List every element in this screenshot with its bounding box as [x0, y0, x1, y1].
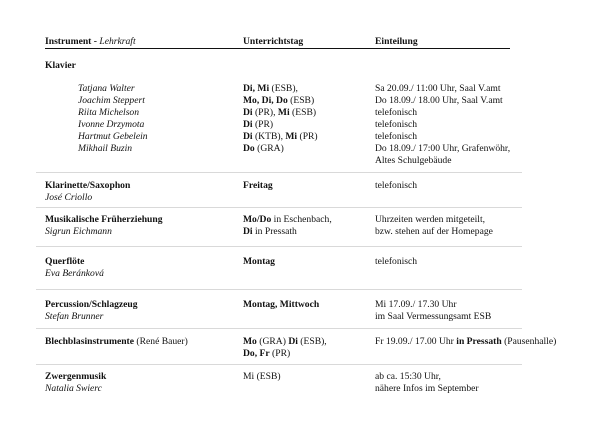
header-unterrichtstag: Unterrichtstag — [243, 36, 304, 47]
teacher-plan: telefonisch — [375, 119, 418, 130]
section-divider — [36, 207, 522, 208]
teacher-plan: Uhrzeiten werden mitgeteilt, — [375, 214, 486, 225]
teacher-plan: Do 18.09./ 18.00 Uhr, Saal V.amt — [375, 95, 503, 106]
section-title-klavier: Klavier — [45, 60, 76, 71]
teacher-plan-continued: bzw. stehen auf der Homepage — [375, 226, 493, 237]
header-instrument: Instrument - Lehrkraft — [45, 36, 136, 47]
teacher-days: Mo (GRA) Di (ESB), — [243, 336, 327, 347]
teacher-name: Tatjana Walter — [78, 83, 135, 94]
section-title-percussion: Percussion/Schlagzeug — [45, 299, 138, 310]
teacher-days: Di (KTB), Mi (PR) — [243, 131, 318, 142]
teacher-plan: ab ca. 15:30 Uhr, — [375, 371, 441, 382]
teacher-name: Stefan Brunner — [45, 311, 104, 322]
teacher-days: Di (PR) — [243, 119, 274, 130]
teacher-name: Mikhail Buzin — [78, 143, 133, 154]
section-title-klarinette: Klarinette/Saxophon — [45, 180, 131, 191]
teacher-days: Di, Mi (ESB), — [243, 83, 298, 94]
section-title-querfloete: Querflöte — [45, 256, 85, 267]
header-underline — [45, 48, 510, 49]
section-title-frueherziehung: Musikalische Früherziehung — [45, 214, 163, 225]
teacher-plan: Mi 17.09./ 17.30 Uhr — [375, 299, 457, 310]
teacher-days: Mo, Di, Do (ESB) — [243, 95, 315, 106]
teacher-plan: Fr 19.09./ 17.00 Uhr in Pressath (Pausenhalle) — [375, 336, 557, 347]
section-title-blechblas: Blechblasinstrumente (René Bauer) — [45, 336, 188, 347]
section-divider — [36, 364, 522, 365]
section-divider — [36, 172, 522, 173]
section-divider — [36, 246, 522, 247]
header-einteilung: Einteilung — [375, 36, 418, 47]
teacher-days: Mo/Do in Eschenbach, — [243, 214, 332, 225]
teacher-days: Do, Fr (PR) — [243, 348, 291, 359]
teacher-days: Freitag — [243, 180, 273, 191]
teacher-name: Hartmut Gebelein — [78, 131, 148, 142]
teacher-name: Eva Beránková — [45, 268, 104, 279]
teacher-name: Sigrun Eichmann — [45, 226, 112, 237]
teacher-plan: Sa 20.09./ 11:00 Uhr, Saal V.amt — [375, 83, 501, 94]
teacher-plan-continued: im Saal Vermessungsamt ESB — [375, 311, 492, 322]
teacher-name: José Criollo — [45, 192, 93, 203]
teacher-name: Riita Michelson — [78, 107, 140, 118]
teacher-days: Mi (ESB) — [243, 371, 281, 382]
teacher-days: Di in Pressath — [243, 226, 297, 237]
section-divider — [36, 328, 522, 329]
teacher-plan: telefonisch — [375, 131, 418, 142]
section-divider — [36, 289, 522, 290]
teacher-days: Di (PR), Mi (ESB) — [243, 107, 317, 118]
teacher-plan-continued: nähere Infos im September — [375, 383, 479, 394]
teacher-days: Montag — [243, 256, 275, 267]
teacher-plan: telefonisch — [375, 107, 418, 118]
teacher-plan: telefonisch — [375, 256, 418, 267]
teacher-name: Natalia Swierc — [45, 383, 102, 394]
section-title-zwergenmusik: Zwergenmusik — [45, 371, 107, 382]
teacher-name: Ivonne Drzymota — [78, 119, 145, 130]
teacher-plan: Do 18.09./ 17:00 Uhr, Grafenwöhr, — [375, 143, 511, 154]
teacher-days: Do (GRA) — [243, 143, 284, 154]
teacher-days: Montag, Mittwoch — [243, 299, 320, 310]
teacher-plan-continued: Altes Schulgebäude — [375, 155, 452, 166]
teacher-name: Joachim Steppert — [78, 95, 145, 106]
teacher-plan: telefonisch — [375, 180, 418, 191]
